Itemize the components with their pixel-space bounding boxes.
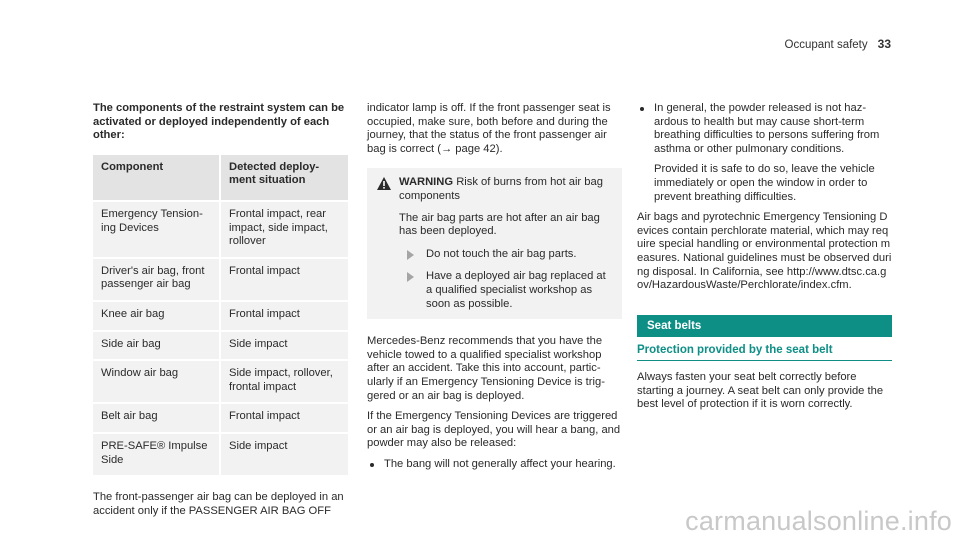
list-item [367,458,622,472]
header-deployment: Detected deployment situation [221,155,348,200]
column-3 [637,102,892,419]
components-table [93,153,348,477]
paragraph: indicator lamp is off. If the front passenger seat is occupied, make sure, both before and during the journey, that the status of the front passenger air bag is correct (→ page 42). [367,102,611,155]
table-row [93,361,348,402]
table-cell: Frontal impact [221,302,348,330]
table-cell: Knee air bag [93,302,221,330]
running-header [785,38,891,53]
bullet-icon [370,463,374,467]
table-cell: Side impact [221,434,348,475]
table-row [93,202,348,257]
table-row [93,302,348,330]
table-row [93,332,348,360]
table-cell: Window air bag [93,361,221,402]
warning-box [367,168,622,319]
bullet-icon [640,107,644,111]
table-row [93,259,348,300]
table-cell: Frontal impact, rear impact, side impact, rollover [221,202,348,257]
warning-title-block [399,176,614,203]
paragraph: Mercedes-Benz recommends that you have the vehicle towed to a qualified specialist workshop after an accident. Take this into account, particularly if an Emergency Tensioning Device is triggered or an air bag is deployed. [367,335,605,402]
table-row [93,434,348,475]
list-item [637,102,892,156]
column-2 [367,102,622,478]
section-title: Seat belts [637,315,892,338]
table-cell: Side impact [221,332,348,360]
step-arrow-icon [407,272,414,282]
table-cell: Emergency Tensioning Devices [93,202,221,257]
header-component: Component [93,155,221,200]
intro-text: The components of the restraint system can be activated or deployed independently of each other: [93,102,345,142]
warning-text: The air bag parts are hot after an air bag has been deployed. [399,211,600,238]
warning-header [375,176,614,203]
step-text: Have a deployed air bag replaced at a qualified specialist workshop as soon as possible. [426,270,606,310]
bullet-list [637,102,892,156]
list-item-text: In general, the powder released is not hazardous to health but may cause short-term breathing difficulties to persons suffering from asthma or other pulmonary conditions. [654,102,880,155]
table-cell: PRE-SAFE® Impulse Side [93,434,221,475]
step-text: Do not touch the air bag parts. [426,247,577,260]
table-cell: Side air bag [93,332,221,360]
watermark: carmanualsonline.info [685,506,952,536]
warning-triangle-icon [377,177,391,190]
table-cell: Side impact, rollover, frontal impact [221,361,348,402]
warning-body [375,212,614,312]
warning-label: WARNING [399,176,454,189]
table-cell: Frontal impact [221,259,348,300]
column-1 [93,102,348,525]
table-header-row [93,155,348,200]
step-arrow-icon [407,250,414,260]
table-cell: Frontal impact [221,404,348,432]
list-item-subtext: Provided it is safe to do so, leave the vehicle immediately or open the window in order to prevent breathing difficulties. [654,163,875,203]
list-item-text: The bang will not generally affect your hearing. [384,457,616,470]
warning-title: Risk of burns from hot air bag components [399,176,603,202]
paragraph: Air bags and pyrotechnic Emergency Tensioning Devices contain perchlorate material, which may require special handling or environmental protection measures. National guidelines must be observed during disposal. In California, see http://www.dtsc.ca.gov/HazardousWaste/Perchlorate/index.cfm. [637,211,892,292]
bullet-list [367,458,622,472]
table-cell: Belt air bag [93,404,221,432]
warning-step [399,248,614,262]
subsection-title: Protection provided by the seat belt [637,344,892,361]
paragraph: If the Emergency Tensioning Devices are triggered or an air bag is deployed, you will hear a bang, and powder may also be released: [367,410,621,450]
footer-text: The front-passenger air bag can be deployed in an accident only if the PASSENGER AIR BAG OFF [93,491,344,517]
table-row [93,404,348,432]
paragraph: Always fasten your seat belt correctly before starting a journey. A seat belt can only provide the best level of protection if it is worn correctly. [637,370,884,411]
table-cell: Driver's air bag, front passenger air bag [93,259,221,300]
page-number: 33 [877,37,891,51]
section-name: Occupant safety [784,39,868,51]
warning-step [399,270,614,311]
